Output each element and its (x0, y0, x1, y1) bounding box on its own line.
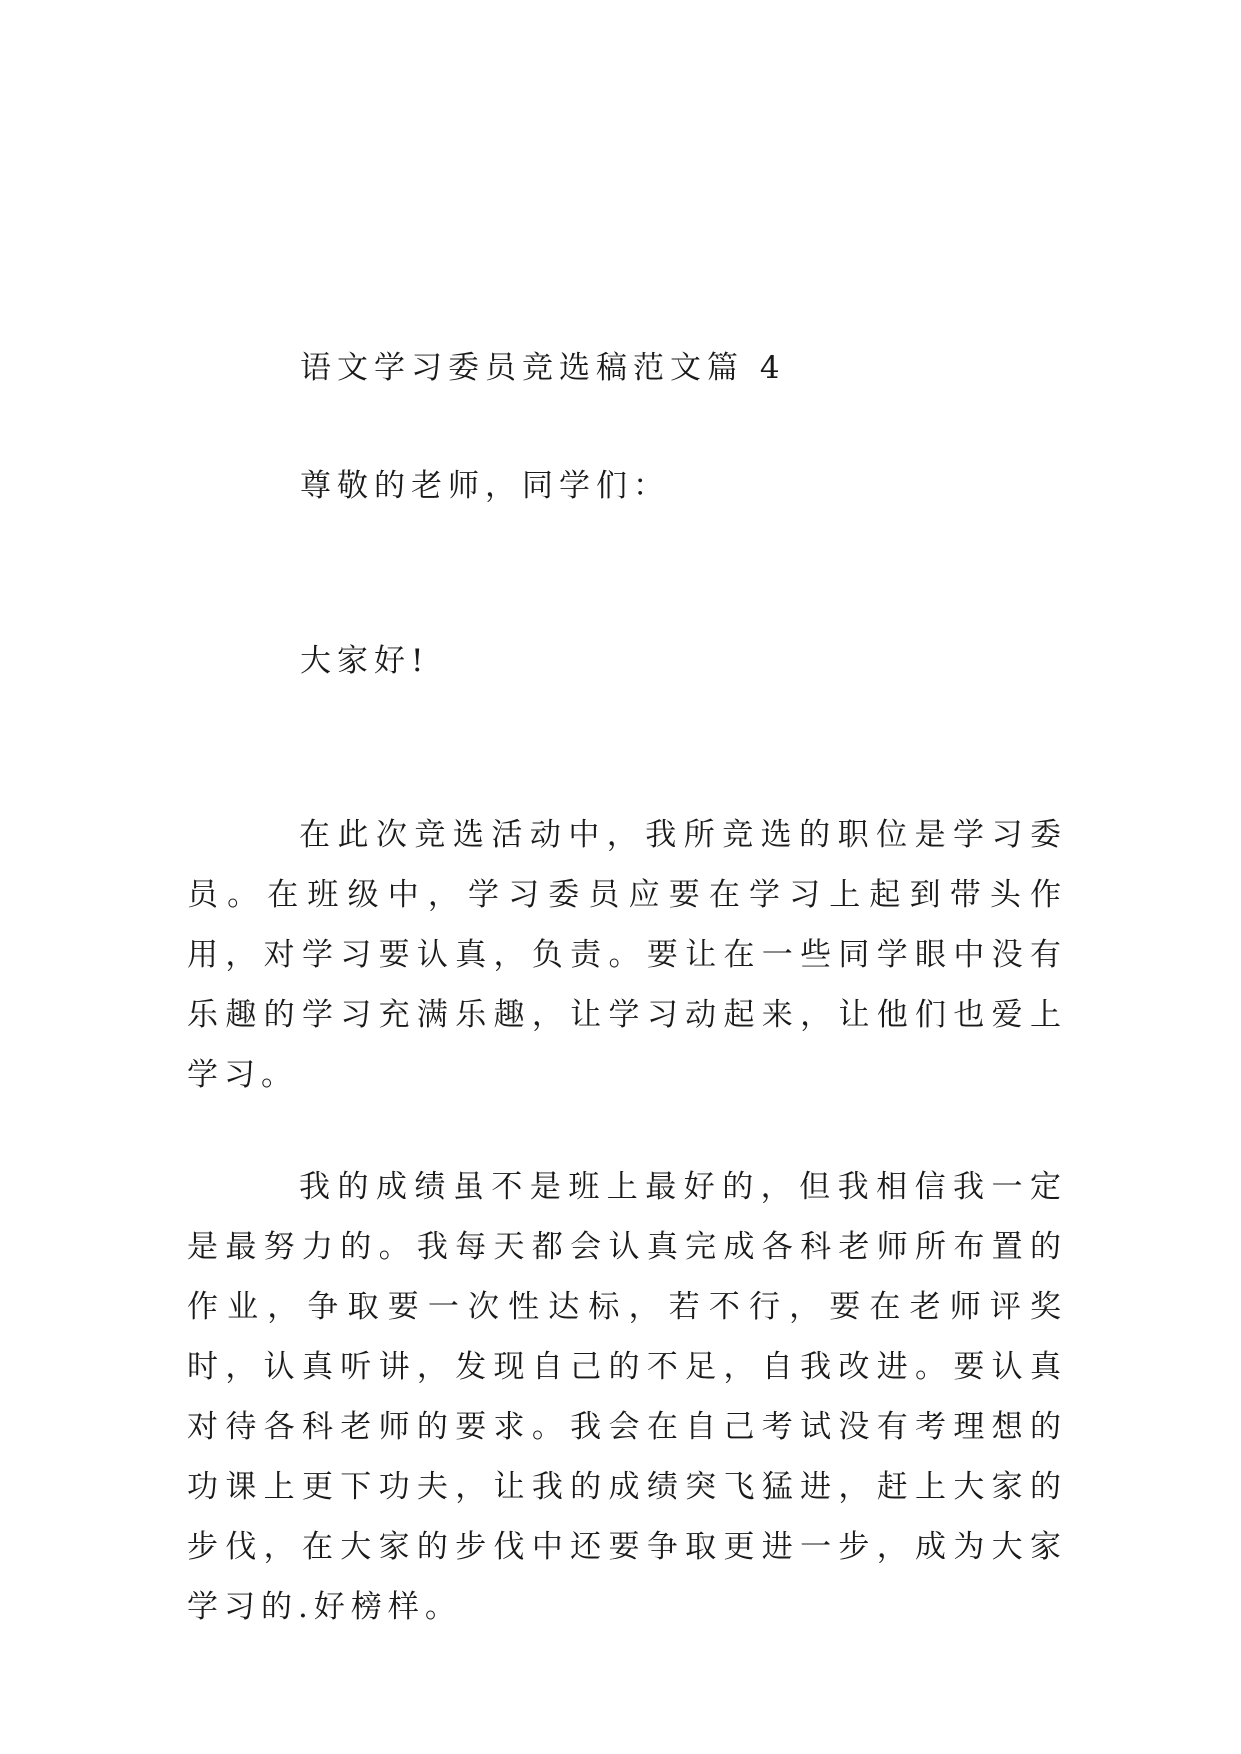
paragraph-2: 我的成绩虽不是班上最好的，但我相信我一定是最努力的。我每天都会认真完成各科老师所布置的作业，争取要一次性达标，若不行，要在老师评奖时，认真听讲，发现自己的不足，自我改进。要认真对待各科老师的要求。我会在自己考试没有考理想的功课上更下功夫，让我的成绩突飞猛进，赶上大家的步伐，在大家的步伐中还要争取更进一步，成为大家学习的.好榜样。 (187, 1169, 1067, 1625)
document-title: 语文学习委员竞选稿范文篇 4 (300, 350, 786, 386)
salutation: 尊敬的老师，同学们： (300, 468, 670, 504)
greeting: 大家好! (300, 643, 430, 679)
paragraph-1: 在此次竞选活动中，我所竞选的职位是学习委员。在班级中，学习委员应要在学习上起到带头作用，对学习要认真，负责。要让在一些同学眼中没有乐趣的学习充满乐趣，让学习动起来，让他们也爱上学习。 (187, 817, 1067, 1093)
